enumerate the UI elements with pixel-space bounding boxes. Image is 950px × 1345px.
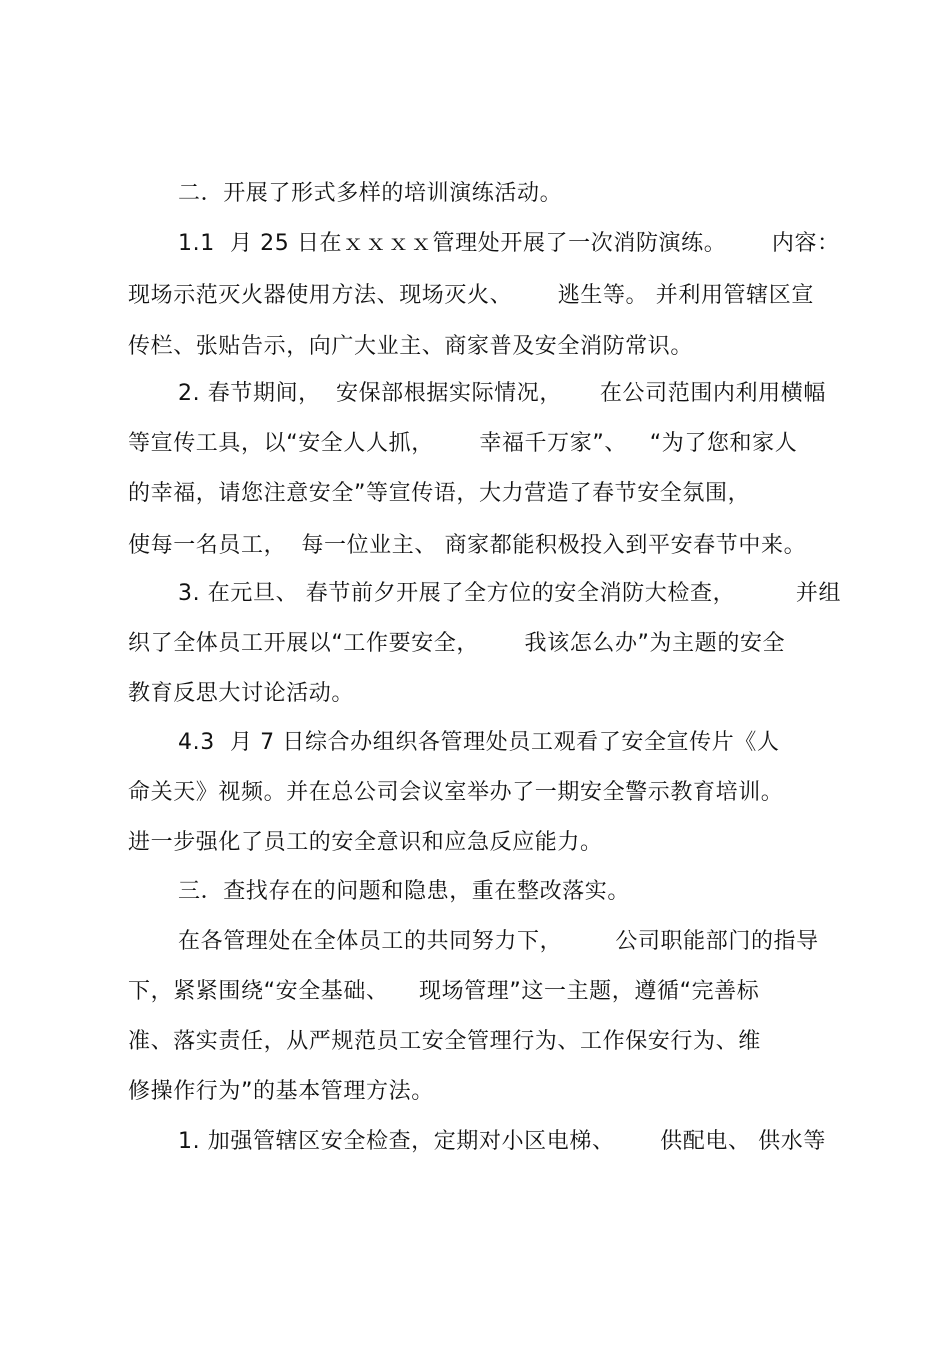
paragraph-line: 命关天》视频。并在总公司会议室举办了一期安全警示教育培训。	[128, 780, 784, 805]
paragraph-line: 在各管理处在全体员工的共同努力下， 公司职能部门的指导	[178, 929, 819, 954]
paragraph-line: 1.1 月 25 日在ｘｘｘｘ管理处开展了一次消防演练。 内容：	[178, 231, 840, 256]
paragraph-line: 的幸福，请您注意安全”等宣传语，大力营造了春节安全氛围，	[128, 481, 751, 506]
paragraph-line: 下，紧紧围绕“安全基础、 现场管理”这一主题，遵循“完善标	[128, 979, 760, 1004]
section-heading-3: 三．查找存在的问题和隐患，重在整改落实。	[178, 879, 631, 904]
paragraph-line: 进一步强化了员工的安全意识和应急反应能力。	[128, 830, 603, 855]
paragraph-line: 织了全体员工开展以“工作要安全， 我该怎么办”为主题的安全	[128, 631, 786, 656]
paragraph-line: 现场示范灭火器使用方法、现场灭火、 逃生等。 并利用管辖区宣	[128, 283, 814, 308]
paragraph-line: 3. 在元旦、 春节前夕开展了全方位的安全消防大检查， 并组	[178, 581, 842, 606]
paragraph-line: 2. 春节期间， 安保部根据实际情况， 在公司范围内利用横幅	[178, 381, 826, 406]
paragraph-line: 等宣传工具，以“安全人人抓， 幸福千万家”、 “为了您和家人	[128, 431, 798, 456]
paragraph-line: 传栏、张贴告示，向广大业主、商家普及安全消防常识。	[128, 334, 694, 359]
paragraph-line: 教育反思大讨论活动。	[128, 681, 355, 706]
paragraph-line: 准、落实责任，从严规范员工安全管理行为、工作保安行为、维	[128, 1029, 761, 1054]
paragraph-line: 修操作行为”的基本管理方法。	[128, 1079, 434, 1104]
section-heading-2: 二．开展了形式多样的培训演练活动。	[178, 181, 563, 206]
paragraph-line: 4.3 月 7 日综合办组织各管理处员工观看了安全宣传片《人	[178, 730, 780, 755]
paragraph-line: 使每一名员工， 每一位业主、 商家都能积极投入到平安春节中来。	[128, 533, 807, 558]
paragraph-line: 1. 加强管辖区安全检查，定期对小区电梯、 供配电、 供水等	[178, 1129, 826, 1154]
